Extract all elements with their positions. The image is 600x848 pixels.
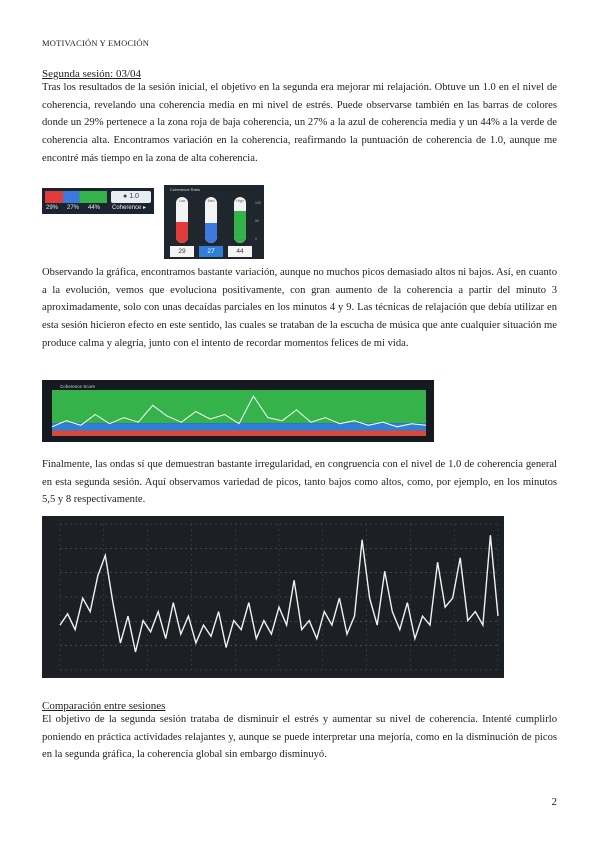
paragraph-waves: Finalmente, las ondas sí que demuestran bastante irregularidad, en congruencia con el nivel de 1.0 de coherencia general en esta segunda sesión. Aquí observamos variedad de picos, tanto bajos como altos, como, por ejemplo, en los minutos 5,5 y 8 respectivamente. bbox=[42, 459, 557, 506]
tubes-title: Coherence Ratio bbox=[170, 187, 201, 192]
coherence-button[interactable]: Coherence ▸ bbox=[112, 205, 147, 211]
tube-low-fill bbox=[176, 222, 188, 243]
tube-low-value: 29 bbox=[170, 246, 194, 257]
tube-medium bbox=[205, 197, 217, 243]
tube-low bbox=[176, 197, 188, 243]
percent-label-low: 29% bbox=[46, 205, 59, 211]
tube-high-value: 44 bbox=[228, 246, 252, 257]
coherence-ratio-tubes bbox=[164, 185, 264, 259]
tube-high bbox=[234, 197, 246, 243]
paragraph-graph-analysis: Observando la gráfica, encontramos bastante variación, aunque no muchos picos demasiado altos ni bajos. Así, en cuanto a la evolución, vemos que evoluciona positivamente, con gran aumento de la coherencia a partir del minuto 3 aproximadamente, solo con unas decaídas parciales en los minutos 4 y 9. Las técnicas de relajación que debía utilizar en esta sesión hicieron efecto en este sentido, las cuales se trataban de la escucha de música que ante cualquier situación me produce calma y alegría, junto con el intento de recordar momentos felices de mi vida. bbox=[42, 267, 557, 349]
tube-tick-100: 100 bbox=[255, 201, 261, 205]
zone-high bbox=[52, 390, 426, 423]
page-header: MOTIVACIÓN Y EMOCIÓN bbox=[42, 38, 150, 48]
page-number: 2 bbox=[551, 796, 557, 808]
zone-low bbox=[52, 430, 426, 436]
coherence-color-bar bbox=[45, 191, 107, 203]
paragraph-session-results: Tras los resultados de la sesión inicial, el objetivo en la segunda era mejorar mi relajación. Obtuve un 1.0 en el nivel de coherencia, revelando una coherencia media en mi nivel de estrés. Puede observarse también en las barras de colores donde un 29% pertenece a la zona roja de baja coherencia, un 27% a la azul de coherencia media y un 44% a la verde de coherencia alta. Encontramos variación en la coherencia, reafirmando la puntuación de coherencia de 1.0, aunque me encontré más tiempo en la zona de alta coherencia. bbox=[42, 82, 557, 164]
paragraph-comparison: El objetivo de la segunda sesión trataba de disminuir el estrés y aumentar su nivel de coherencia. Intenté cumplirlo poniendo en práctica actividades relajantes y, aunque se puede interpretar una mejoría, como en la disminución de picos en la segunda gráfica, la coherencia global sin embargo disminuyó. bbox=[42, 714, 557, 761]
section-heading-comparison: Comparación entre sesiones bbox=[42, 700, 166, 712]
tube-low-label: Low bbox=[178, 199, 186, 203]
coherence-value-pill: ● 1.0 bbox=[111, 191, 151, 203]
chart1-title: Coherence Score bbox=[60, 384, 96, 389]
tube-medium-label: Med bbox=[207, 199, 215, 203]
section-heading-second-session: Segunda sesión: 03/04 bbox=[42, 68, 141, 80]
percent-label-medium: 27% bbox=[67, 205, 80, 211]
tube-high-fill bbox=[234, 211, 246, 243]
tube-medium-fill bbox=[205, 223, 217, 243]
coherence-bar-widget bbox=[42, 188, 154, 214]
coherence-score-chart bbox=[42, 380, 434, 442]
heart-rhythm-chart bbox=[42, 516, 504, 678]
tube-medium-value: 27 bbox=[199, 246, 223, 257]
tube-tick-0: 0 bbox=[255, 237, 257, 241]
tube-high-label: High bbox=[236, 199, 244, 203]
tube-tick-50: 50 bbox=[255, 219, 259, 223]
percent-label-high: 44% bbox=[88, 205, 101, 211]
